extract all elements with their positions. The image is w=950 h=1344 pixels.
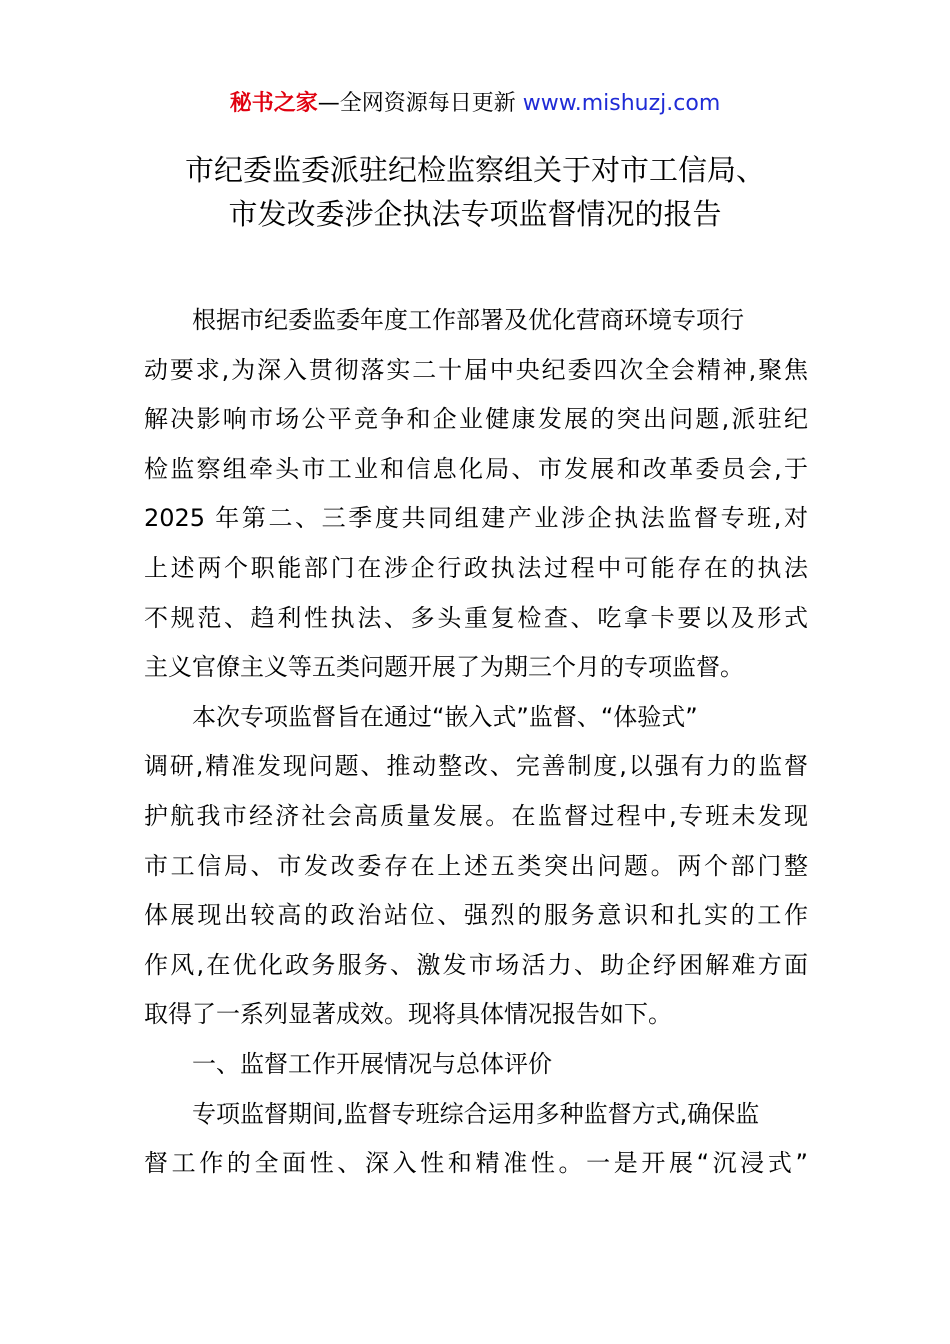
body-line: 解决影响市场公平竞争和企业健康发展的突出问题,派驻纪 [144,405,808,434]
body-line: 护航我市经济社会高质量发展。在监督过程中,专班未发现 [144,801,808,830]
body-line: 2025 年第二、三季度共同组建产业涉企执法监督专班,对 [144,504,808,533]
body-line: 根据市纪委监委年度工作部署及优化营商环境专项行 [192,306,744,334]
body-line: 调研,精准发现问题、推动整改、完善制度,以强有力的监督 [144,752,808,781]
body-line: 动要求,为深入贯彻落实二十届中央纪委四次全会精神,聚焦 [144,355,808,384]
body-line: 不规范、趋利性执法、多头重复检查、吃拿卡要以及形式 [144,603,808,632]
section-heading: 一、监督工作开展情况与总体评价 [192,1049,552,1078]
body-line: 上述两个职能部门在涉企行政执法过程中可能存在的执法 [144,553,808,582]
body-line: 本次专项监督旨在通过“嵌入式”监督、“体验式” [192,702,698,731]
body-line: 取得了一系列显著成效。现将具体情况报告如下。 [144,1000,672,1029]
body-line: 作风,在优化政务服务、激发市场活力、助企纾困解难方面 [144,950,808,979]
site-header [0,88,950,120]
body-line: 检监察组牵头市工业和信息化局、市发展和改革委员会,于 [144,454,808,483]
site-url-link[interactable]: www.mishuzj.com [522,91,721,116]
title-line-2: 市发改委涉企执法专项监督情况的报告 [228,197,722,231]
body-line: 主义官僚主义等五类问题开展了为期三个月的专项监督。 [144,653,744,682]
document-title [0,148,950,236]
body-line: 市工信局、市发改委存在上述五类突出问题。两个部门整 [144,851,808,880]
body-line: 督工作的全面性、深入性和精准性。一是开展“沉浸式” [144,1149,808,1178]
body-line: 体展现出较高的政治站位、强烈的服务意识和扎实的工作 [144,901,808,930]
body-line: 专项监督期间,监督专班综合运用多种监督方式,确保监 [192,1099,760,1128]
title-line-1: 市纪委监委派驻纪检监察组关于对市工信局、 [184,153,765,187]
site-slogan: —全网资源每日更新 [317,91,523,116]
site-brand: 秘书之家 [229,91,318,116]
document-body [144,296,808,1189]
